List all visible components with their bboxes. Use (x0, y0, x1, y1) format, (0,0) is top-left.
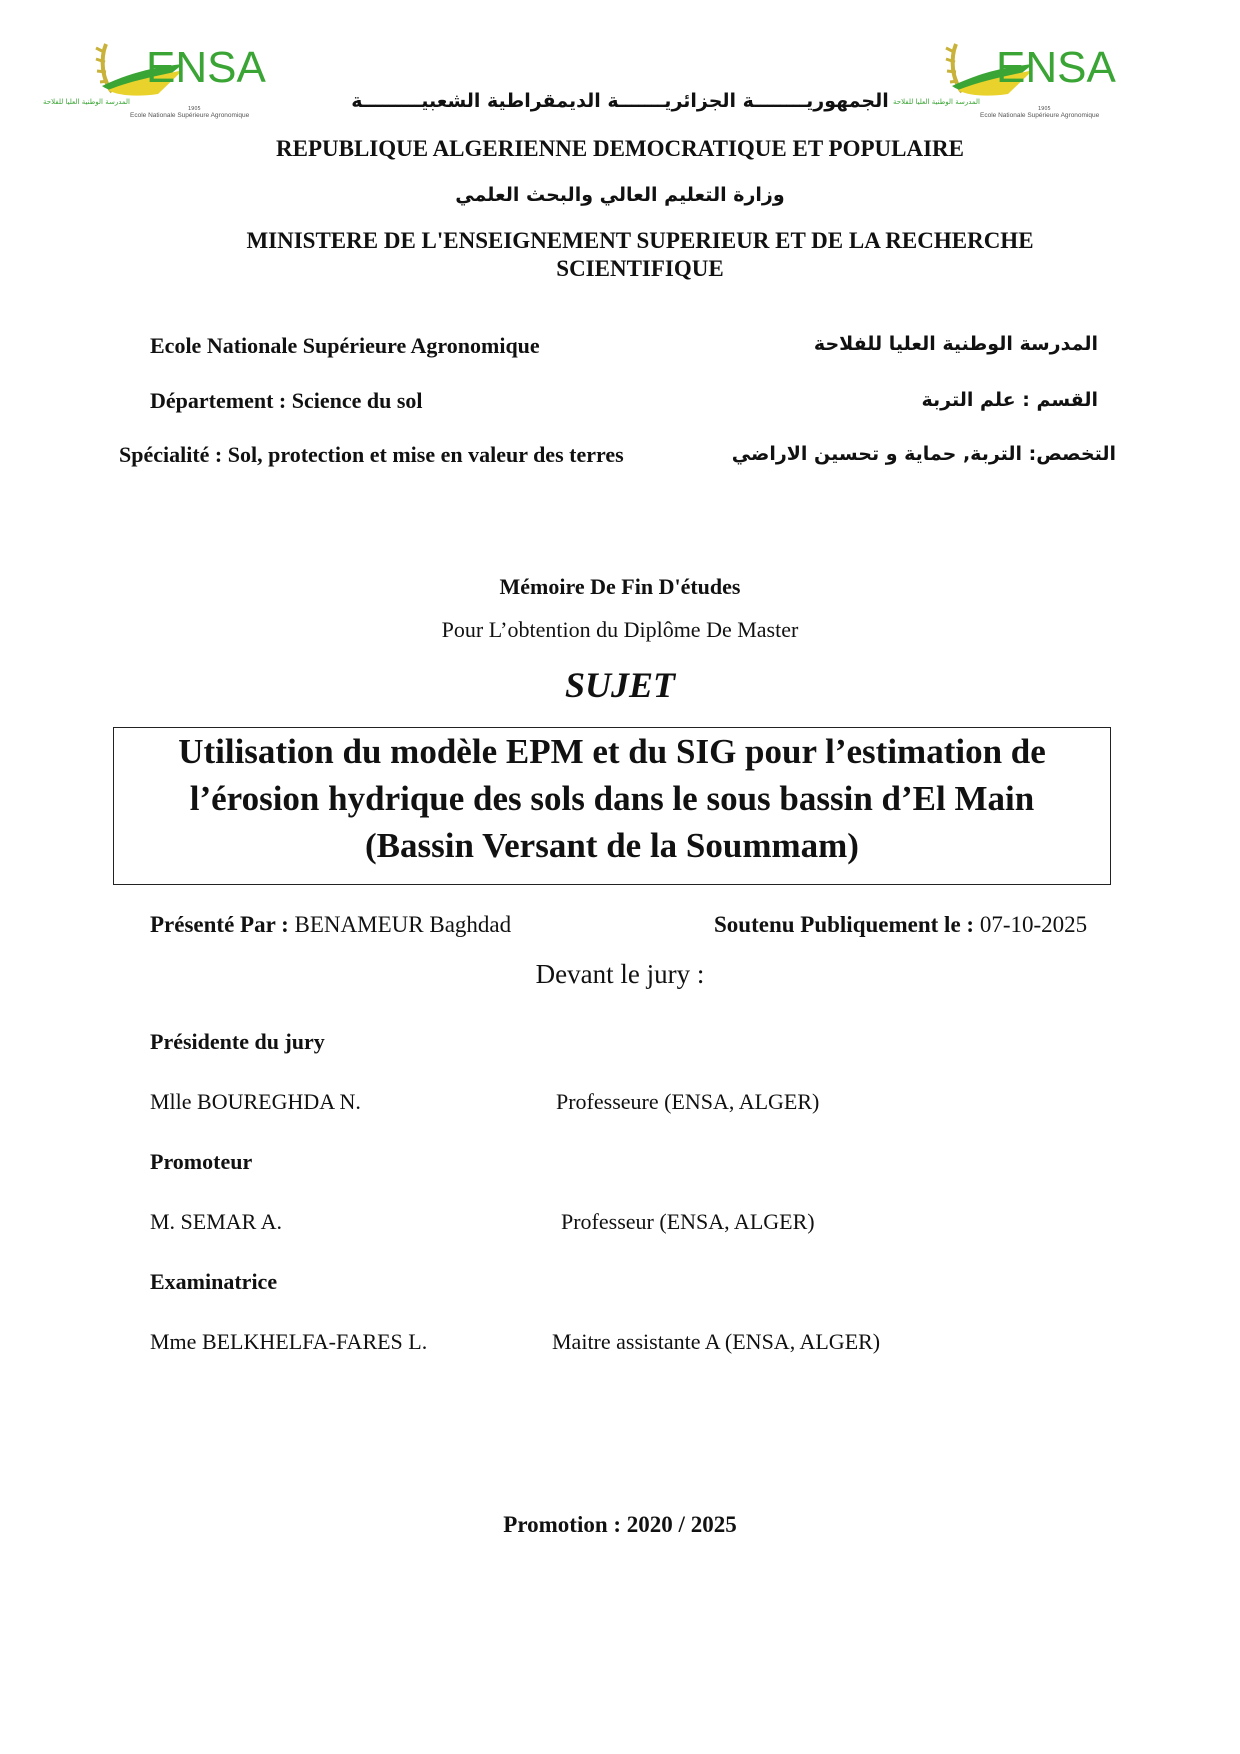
ministry-arabic: وزارة التعليم العالي والبحث العلمي (455, 184, 785, 206)
thesis-title-line1: Utilisation du modèle EPM et du SIG pour l’estimation de (178, 732, 1046, 771)
logo-subtitle-ar: المدرسة الوطنية العليا للفلاحة (893, 98, 980, 106)
thesis-purpose: Pour L’obtention du Diplôme De Master (441, 617, 799, 642)
jury-member-name: M. SEMAR A. (150, 1209, 283, 1234)
jury-member-title: Professeure (ENSA, ALGER) (556, 1089, 820, 1114)
specialty-french: Spécialité : Sol, protection et mise en valeur des terres (119, 442, 624, 467)
promotion: Promotion : 2020 / 2025 (503, 1512, 737, 1537)
presented-label: Présenté Par : (150, 912, 289, 937)
jury-member-title: Professeur (ENSA, ALGER) (561, 1209, 815, 1234)
jury-heading: Devant le jury : (535, 959, 705, 989)
defended-label: Soutenu Publiquement le : (714, 912, 975, 937)
thesis-type: Mémoire De Fin D'études (499, 574, 741, 599)
jury-role: Présidente du jury (150, 1029, 325, 1054)
logo-year: 1905 (188, 106, 201, 112)
presented-name: BENAMEUR Baghdad (294, 912, 512, 937)
jury-member-name: Mme BELKHELFA-FARES L. (150, 1329, 428, 1354)
logo-year: 1905 (1038, 106, 1051, 112)
logo-subtitle-fr: Ecole Nationale Supérieure Agronomique (980, 112, 1100, 119)
thesis-title-line2: l’érosion hydrique des sols dans le sous bassin d’El Main (189, 779, 1035, 818)
jury-member-title: Maitre assistante A (ENSA, ALGER) (552, 1329, 881, 1354)
defended-on (714, 912, 1087, 938)
thesis-title-line3: (Bassin Versant de la Soummam) (365, 826, 859, 865)
republic-french: REPUBLIQUE ALGERIENNE DEMOCRATIQUE ET POPULAIRE (276, 136, 964, 161)
department-arabic: القسم : علم التربة (921, 389, 1098, 411)
school-arabic: المدرسة الوطنية العليا للفلاحة (813, 333, 1098, 355)
ministry-french-line2: SCIENTIFIQUE (556, 256, 724, 281)
thesis-title-box (113, 727, 1111, 885)
subject-label: SUJET (564, 665, 676, 705)
jury-member-name: Mlle BOUREGHDA N. (150, 1089, 361, 1114)
presented-by (150, 912, 511, 938)
jury-role: Promoteur (150, 1149, 253, 1174)
logo-text: ENSA (996, 43, 1116, 92)
specialty-arabic: التخصص: التربة, حماية و تحسين الاراضي (731, 443, 1116, 465)
logo-subtitle-ar: المدرسة الوطنية العليا للفلاحة (43, 98, 130, 106)
ministry-french-line1: MINISTERE DE L'ENSEIGNEMENT SUPERIEUR ET DE LA RECHERCHE (246, 228, 1034, 253)
ministry-french (160, 227, 1120, 283)
logo-subtitle-fr: Ecole Nationale Supérieure Agronomique (130, 112, 250, 119)
school-french: Ecole Nationale Supérieure Agronomique (150, 333, 540, 358)
department-french: Département : Science du sol (150, 388, 423, 413)
logo-text: ENSA (146, 43, 266, 92)
defended-date: 07-10-2025 (979, 912, 1088, 937)
jury-role: Examinatrice (150, 1269, 278, 1294)
republic-arabic: الجمهوريــــــــة الجزائريـــــــة الديمقراطية الشعبيـــــــــة (351, 90, 889, 112)
